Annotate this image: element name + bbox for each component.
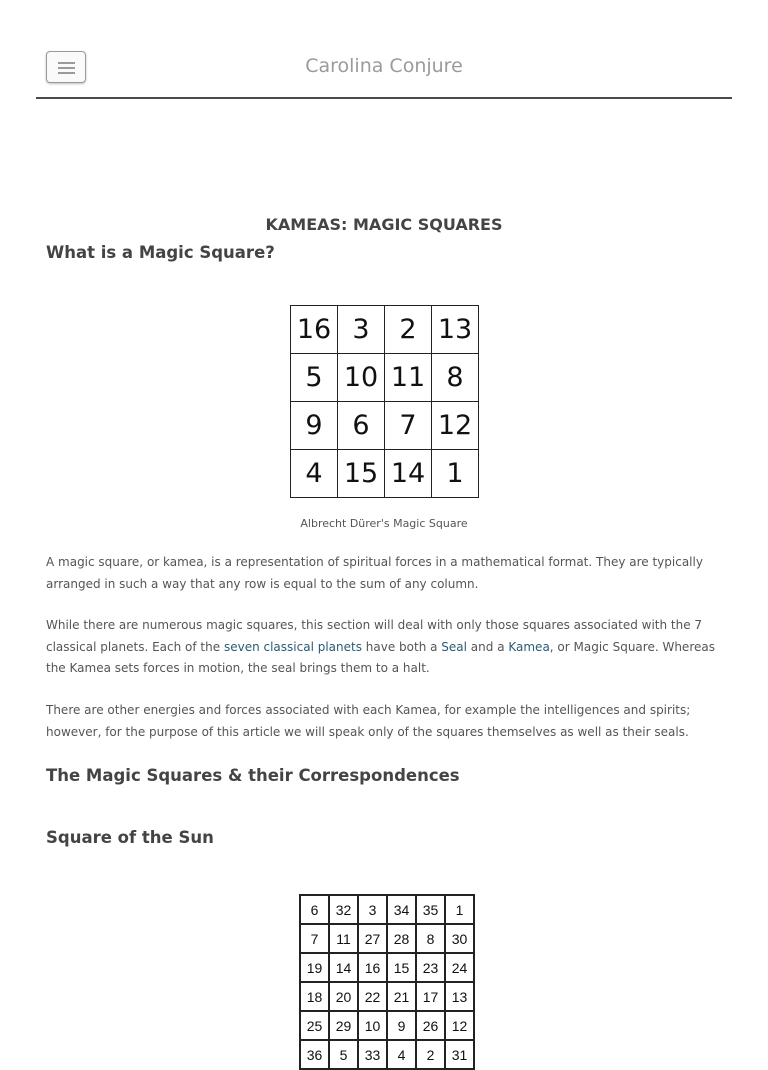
square-cell: 3: [358, 895, 387, 924]
square-cell: 13: [432, 306, 479, 354]
seven-classical-planets-link[interactable]: seven classical planets: [223, 639, 362, 654]
square-cell: 22: [358, 982, 387, 1011]
square-cell: 7: [300, 924, 329, 953]
para2-text: have both a: [361, 639, 442, 654]
square-cell: 8: [432, 354, 479, 402]
square-cell: 27: [358, 924, 387, 953]
square-cell: 15: [387, 953, 416, 982]
square-cell: 26: [416, 1011, 445, 1040]
para2-text: , or Magic Square. Whereas the Kamea sets forces in motion, the seal brings them to a halt.: [46, 639, 715, 675]
durer-caption: Albrecht Dürer's Magic Square: [300, 517, 468, 530]
square-cell: 8: [416, 924, 445, 953]
square-cell: 32: [329, 895, 358, 924]
square-cell: 5: [329, 1040, 358, 1069]
square-cell: 31: [445, 1040, 474, 1069]
square-cell: 23: [416, 953, 445, 982]
section-heading-what-is: What is a Magic Square?: [46, 243, 275, 262]
square-cell: 35: [416, 895, 445, 924]
square-cell: 16: [358, 953, 387, 982]
square-cell: 14: [385, 450, 432, 498]
square-row: [300, 982, 474, 1011]
intro-paragraph: A magic square, or kamea, is a representation of spiritual forces in a mathematical format. They are typically arranged in such a way that any row is equal to the sum of any column.: [46, 555, 703, 591]
square-cell: 3: [338, 306, 385, 354]
square-cell: 6: [300, 895, 329, 924]
square-cell: 33: [358, 1040, 387, 1069]
square-cell: 25: [300, 1011, 329, 1040]
square-cell: 30: [445, 924, 474, 953]
para2-text: While there are numerous magic squares, this section will deal with only those squares associated with the 7 classical planets. Each of the: [46, 618, 703, 654]
square-cell: 7: [385, 402, 432, 450]
square-row: [300, 1011, 474, 1040]
durer-magic-square: [290, 305, 479, 498]
square-cell: 24: [445, 953, 474, 982]
square-row: [291, 354, 479, 402]
square-cell: 11: [329, 924, 358, 953]
square-cell: 10: [338, 354, 385, 402]
square-cell: 5: [291, 354, 338, 402]
square-cell: 12: [445, 1011, 474, 1040]
square-cell: 16: [291, 306, 338, 354]
square-cell: 20: [329, 982, 358, 1011]
site-title[interactable]: Carolina Conjure: [305, 55, 463, 77]
square-row: [300, 1040, 474, 1069]
square-cell: 11: [385, 354, 432, 402]
square-cell: 6: [338, 402, 385, 450]
sun-magic-square: [299, 894, 475, 1070]
square-cell: 17: [416, 982, 445, 1011]
square-cell: 4: [291, 450, 338, 498]
para2-text: and a: [466, 639, 509, 654]
square-cell: 15: [338, 450, 385, 498]
square-cell: 34: [387, 895, 416, 924]
page-title: KAMEAS: MAGIC SQUARES: [265, 215, 503, 234]
kamea-link[interactable]: Kamea: [508, 639, 550, 654]
square-cell: 2: [385, 306, 432, 354]
square-cell: 12: [432, 402, 479, 450]
seal-link[interactable]: Seal: [441, 639, 467, 654]
section-heading-correspondences: The Magic Squares & their Correspondences: [46, 766, 460, 785]
section-heading-square-of-sun: Square of the Sun: [46, 828, 214, 847]
square-cell: 2: [416, 1040, 445, 1069]
energies-paragraph: There are other energies and forces associated with each Kamea, for example the intelligences and spirits; however, for the purpose of this article we will speak only of the squares themselves as well as their seals.: [46, 703, 691, 739]
square-cell: 14: [329, 953, 358, 982]
square-cell: 1: [445, 895, 474, 924]
square-row: [291, 450, 479, 498]
square-cell: 29: [329, 1011, 358, 1040]
square-row: [300, 895, 474, 924]
square-row: [300, 924, 474, 953]
planets-paragraph: [46, 615, 726, 680]
square-cell: 36: [300, 1040, 329, 1069]
square-cell: 4: [387, 1040, 416, 1069]
square-row: [291, 402, 479, 450]
square-cell: 28: [387, 924, 416, 953]
square-cell: 9: [291, 402, 338, 450]
square-cell: 13: [445, 982, 474, 1011]
square-cell: 21: [387, 982, 416, 1011]
square-cell: 1: [432, 450, 479, 498]
square-cell: 19: [300, 953, 329, 982]
square-cell: 10: [358, 1011, 387, 1040]
square-row: [291, 306, 479, 354]
square-cell: 9: [387, 1011, 416, 1040]
square-row: [300, 953, 474, 982]
site-header: [36, 0, 732, 99]
square-cell: 18: [300, 982, 329, 1011]
